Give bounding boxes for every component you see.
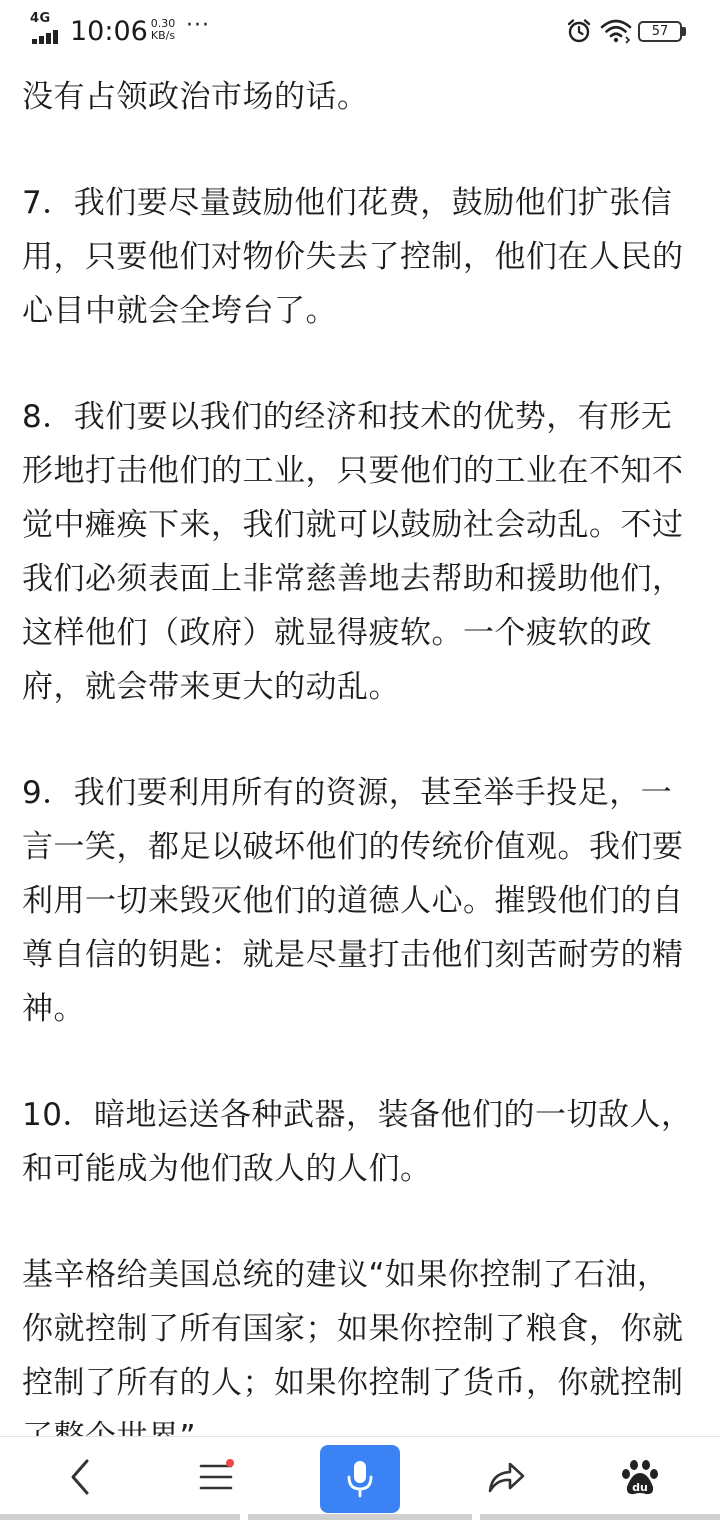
svg-text:du: du xyxy=(632,1481,648,1494)
wifi-icon xyxy=(600,18,632,44)
alarm-icon xyxy=(566,18,592,44)
menu-button[interactable] xyxy=(176,1437,256,1517)
battery-level: 57 xyxy=(651,24,669,39)
back-icon xyxy=(65,1457,95,1497)
share-button[interactable] xyxy=(466,1437,546,1517)
signal-icon xyxy=(32,30,62,44)
article-paragraph: 10．暗地运送各种武器，装备他们的一切敌人，和可能成为他们敌人的人们。 xyxy=(22,1097,693,1187)
network-speed-unit: KB/s xyxy=(150,29,176,42)
notification-badge xyxy=(226,1459,234,1467)
back-button[interactable] xyxy=(40,1437,120,1517)
gesture-bar-right xyxy=(480,1514,720,1520)
status-more-icon: ··· xyxy=(186,13,210,38)
mic-icon xyxy=(346,1459,374,1499)
gesture-bar-center xyxy=(248,1514,472,1520)
network-speed xyxy=(146,18,180,42)
article-paragraph: 7．我们要尽量鼓励他们花费，鼓励他们扩张信用，只要他们对物价失去了控制，他们在人民的心目中就会全垮台了。 xyxy=(22,185,684,329)
article-paragraph: 9．我们要利用所有的资源，甚至举手投足，一言一笑，都足以破坏他们的传统价值观。我们要利用一切来毁灭他们的道德人心。摧毁他们的自尊自信的钥匙：就是尽量打击他们刻苦耐劳的精神。 xyxy=(22,775,684,1027)
article-content xyxy=(22,70,698,1516)
bottom-nav xyxy=(0,1436,720,1521)
article-paragraph: 没有占领政治市场的话。 xyxy=(22,79,369,115)
gesture-bar-left xyxy=(0,1514,240,1520)
status-time: 10:06 xyxy=(70,16,148,47)
baidu-icon xyxy=(620,1457,660,1497)
network-type-label: 4G xyxy=(30,11,51,26)
article-paragraph: 基辛格给美国总统的建议“如果你控制了石油，你就控制了所有国家；如果你控制了粮食，你就控制了所有的人；如果你控制了货币，你就控制 xyxy=(22,1257,684,1401)
article-paragraph: 8．我们要以我们的经济和技术的优势，有形无形地打击他们的工业，只要他们的工业在不知不觉中瘫痪下来，我们就可以鼓励社会动乱。不过我们必须表面上非常慈善地去帮助和援助他们，这样他们（政府）就显得疲软。一个疲软的政府，就会带来更大的动乱。 xyxy=(22,399,684,705)
voice-search-button[interactable] xyxy=(320,1445,400,1513)
network-speed-value: 0.30 xyxy=(150,17,176,30)
baidu-button[interactable] xyxy=(600,1437,680,1517)
share-icon xyxy=(486,1459,526,1495)
battery-tip xyxy=(682,27,686,36)
status-bar xyxy=(0,0,720,64)
